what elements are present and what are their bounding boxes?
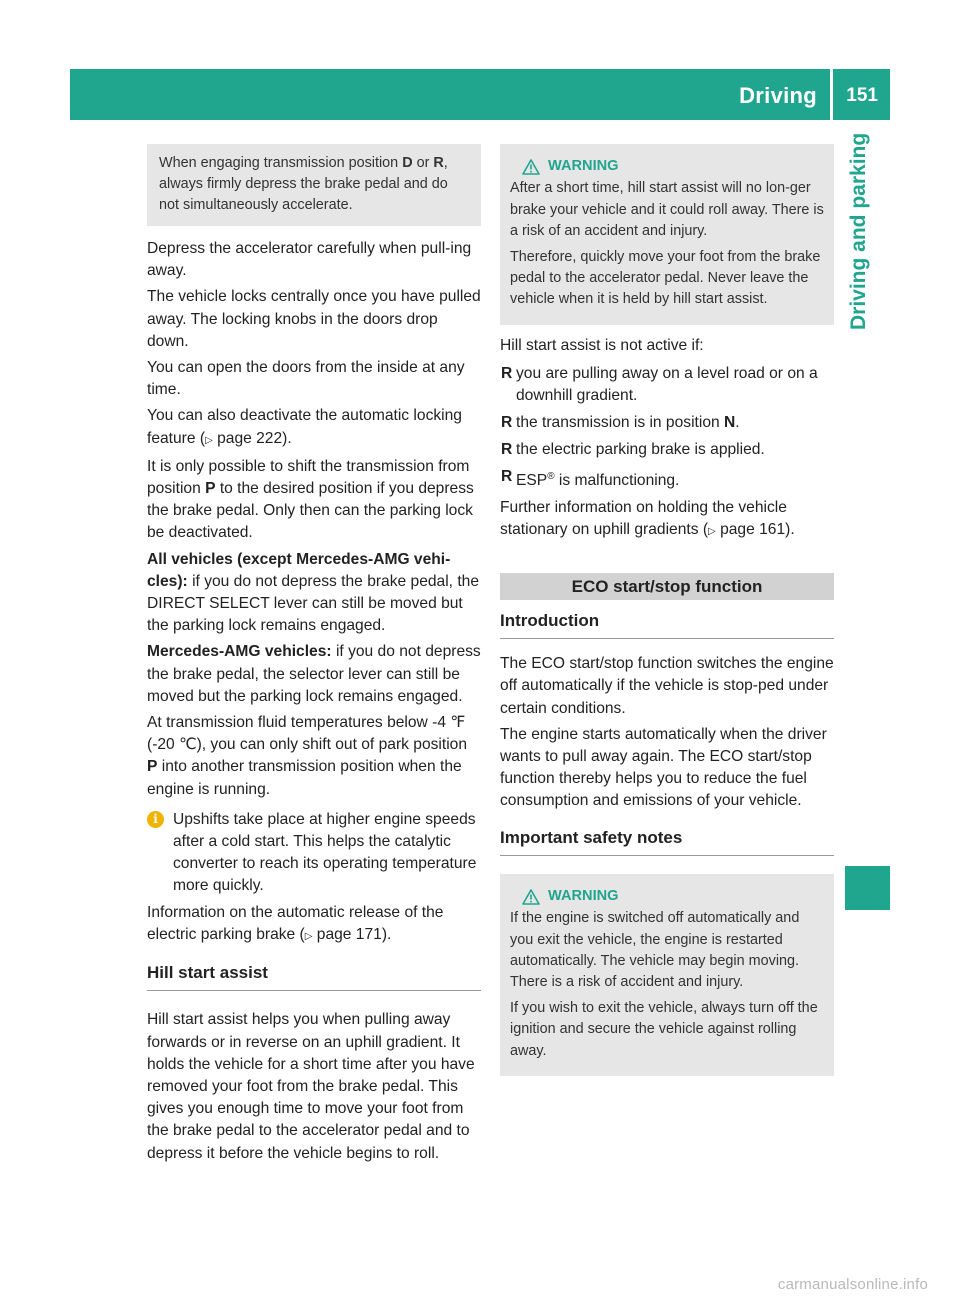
warning-label: WARNING <box>548 158 619 174</box>
paragraph: The ECO start/stop function switches the engine off automatically if the vehicle is stop-ped under certain conditions. <box>500 655 834 717</box>
paragraph: Hill start assist helps you when pulling away forwards or in reverse on an uphill gradient. It holds the vehicle for a short time after you have removed your foot from the brake pedal. This gives you enough time to move your foot from the brake pedal to the accelerator pedal and to depress it before the vehicle begins to roll. <box>147 1011 475 1162</box>
paragraph: All vehicles (except Mercedes-AMG vehi-cles): if you do not depress the brake pedal, the DIRECT SELECT lever can still be moved but the parking lock remains engaged. <box>147 550 480 635</box>
list-item: R ESP® is malfunctioning. <box>501 467 680 489</box>
chapter-marker <box>845 866 890 910</box>
bullet-icon: R <box>501 365 513 383</box>
heading-hill-start-assist: Hill start assist <box>147 962 481 991</box>
page-link[interactable]: page 222). <box>212 429 292 447</box>
paragraph: At transmission fluid temperatures below -4 ℉ (-20 ℃), you can only shift out of park position P into another transmission position when the engine is running. <box>147 714 468 798</box>
gear-r: R <box>433 155 444 171</box>
warning-label: WARNING <box>548 887 619 904</box>
warning-triangle-icon <box>522 159 540 175</box>
chapter-side-tab <box>845 120 890 330</box>
paragraph: Mercedes-AMG vehicles: if you do not depress the brake pedal, the selector lever can still be moved but the parking lock remains engaged. <box>147 643 481 705</box>
warning-text: If the engine is switched off automatically and you exit the vehicle, the engine is restarted automatically. The vehicle may begin moving. There is a risk of accident and injury. <box>510 910 800 991</box>
bullet-icon: R <box>501 440 513 458</box>
note-text: , always firmly depress the brake pedal and do not simultaneously accelerate. <box>159 155 448 213</box>
right-column <box>500 144 834 1076</box>
warning-text: Therefore, quickly move your foot from the brake pedal to the accelerator pedal. Never leave the vehicle when it is held by hill start assist. <box>510 248 821 308</box>
page-ref-arrow-icon: ▷ <box>205 434 213 446</box>
left-column <box>147 144 481 1165</box>
gear-d: D <box>402 155 413 171</box>
page-link[interactable]: page 161). <box>715 520 795 538</box>
page-number: 151 <box>846 85 878 106</box>
warning-header <box>522 886 824 907</box>
header-bar <box>70 69 890 120</box>
list-item: R the electric parking brake is applied. <box>500 439 834 461</box>
paragraph: It is only possible to shift the transmission from position P to the desired position if you depress the brake pedal. Only then can the parking lock be deactivated. <box>147 457 474 542</box>
section-title: Driving <box>739 83 817 108</box>
bullet-icon: R <box>501 414 513 432</box>
paragraph: Information on the automatic release of the electric parking brake (▷ page 171). <box>147 903 444 943</box>
paragraph: Depress the accelerator carefully when pull-ing away. <box>147 240 472 280</box>
info-text: Upshifts take place at higher engine speeds after a cold start. This helps the catalytic converter to reach its operating temperature more quickly. <box>173 810 477 895</box>
note-text: or <box>412 155 434 171</box>
paragraph: Further information on holding the vehicle stationary on uphill gradients (▷ page 161). <box>500 498 795 538</box>
paragraph: The engine starts automatically when the driver wants to pull away again. The ECO start/stop function thereby helps you to reduce the fuel consumption and emissions of your vehicle. <box>500 725 827 810</box>
warning-text: After a short time, hill start assist will no lon-ger brake your vehicle and it could roll away. There is a risk of an accident and injury. <box>510 180 824 240</box>
warning-box <box>500 874 834 1076</box>
page-link[interactable]: page 171). <box>312 925 392 943</box>
paragraph: The vehicle locks centrally once you have pulled away. The locking knobs in the doors drop down. <box>147 288 481 350</box>
header-divider <box>830 69 833 120</box>
warning-text: If you wish to exit the vehicle, always turn off the ignition and secure the vehicle against rolling away. <box>510 999 818 1059</box>
bullet-icon: R <box>501 467 513 485</box>
chapter-title: Driving and parking <box>847 132 870 330</box>
warning-header <box>522 156 824 177</box>
info-note <box>147 809 481 898</box>
note-text: When engaging transmission position <box>159 155 403 171</box>
paragraph: Hill start assist is not active if: <box>500 336 704 354</box>
note-box <box>147 144 481 226</box>
section-bar-eco: ECO start/stop function <box>500 573 834 600</box>
heading-safety-notes: Important safety notes <box>500 827 834 856</box>
list-item: R the transmission is in position N. <box>500 412 834 434</box>
page-ref-arrow-icon: ▷ <box>708 525 716 537</box>
paragraph: You can also deactivate the automatic locking feature (▷ page 222). <box>147 407 462 447</box>
info-icon: i <box>147 811 164 828</box>
condition-list <box>500 363 834 492</box>
heading-introduction: Introduction <box>500 610 834 639</box>
list-item: R you are pulling away on a level road or on a downhill gradient. <box>501 365 818 405</box>
paragraph: You can open the doors from the inside at any time. <box>147 359 465 399</box>
warning-triangle-icon <box>522 889 540 905</box>
page-ref-arrow-icon: ▷ <box>304 930 313 942</box>
warning-box <box>500 144 834 325</box>
watermark: carmanualsonline.info <box>777 1276 928 1293</box>
